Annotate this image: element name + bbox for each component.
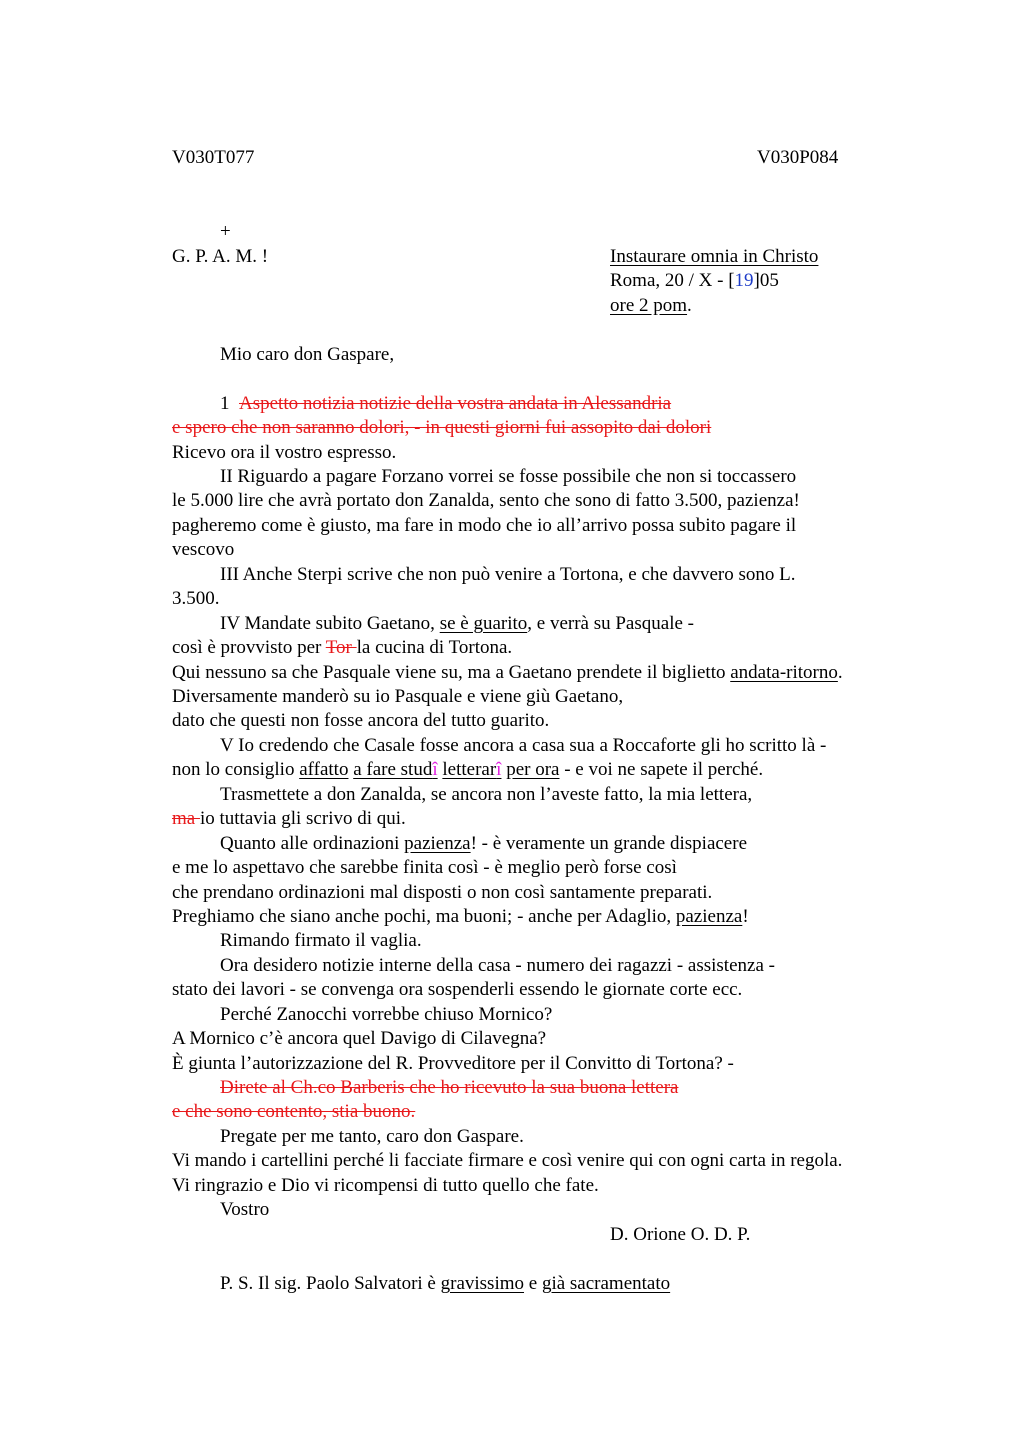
paragraph-10-line-1: Perché Zanocchi vorrebbe chiuso Mornico?: [220, 1004, 553, 1025]
paragraph-7-line-4: Preghiamo che siano anche pochi, ma buoni; - anche per Adaglio, pazienza!: [172, 906, 749, 927]
paragraph-6-line-1: Trasmettete a don Zanalda, se ancora non l’aveste fatto, la mia lettera,: [220, 784, 753, 805]
postscript: P. S. Il sig. Paolo Salvatori è gravissimo e già sacramentato: [220, 1273, 671, 1294]
paragraph-9-line-2: stato dei lavori - se convenga ora sospenderli essendo le giornate corte ecc.: [172, 979, 743, 1000]
paragraph-4-line-4: Diversamente manderò su io Pasquale e viene giù Gaetano,: [172, 686, 624, 707]
deleted-text: ma: [172, 808, 200, 829]
paragraph-2-line-2: le 5.000 lire che avrà portato don Zanalda, sento che sono di fatto 3.500, pazienza!: [172, 490, 800, 511]
paragraph-9-line-1: Ora desidero notizie interne della casa - numero dei ragazzi - assistenza -: [220, 955, 775, 976]
paragraph-12-line-3: Vi ringrazio e Dio vi ricompensi di tutto quello che fate.: [172, 1175, 599, 1196]
paragraph-12-line-1: Pregate per me tanto, caro don Gaspare.: [220, 1126, 524, 1147]
paragraph-3-line-2: 3.500.: [172, 588, 220, 609]
deleted-text: Aspetto notizia notizie della vostra andata in Alessandria: [239, 393, 672, 414]
paragraph-8: Rimando firmato il vaglia.: [220, 930, 422, 951]
paragraph-12-line-2: Vi mando i cartellini perché li facciate firmare e così venire qui con ogni carta in regola.: [172, 1150, 843, 1171]
greeting: Mio caro don Gaspare,: [220, 344, 395, 365]
date-line: Roma, 20 / X - [19]05: [610, 270, 779, 291]
paragraph-4-line-5: dato che questi non fosse ancora del tutto guarito.: [172, 710, 550, 731]
signature: D. Orione O. D. P.: [610, 1224, 751, 1245]
paragraph-10-line-3: È giunta l’autorizzazione del R. Provveditore per il Convitto di Tortona? -: [172, 1053, 734, 1074]
paragraph-7-line-2: e me lo aspettavo che sarebbe finita così - è meglio però forse così: [172, 857, 677, 878]
editorial-year: 19: [734, 270, 754, 291]
paragraph-4-line-3: Qui nessuno sa che Pasquale viene su, ma a Gaetano prendete il biglietto andata-ritorno.: [172, 662, 843, 683]
archive-code-right: V030P084: [757, 147, 839, 168]
deleted-text: Tor: [325, 637, 357, 658]
paragraph-5-line-2: non lo consiglio affatto a fare studî letterarî per ora - e voi ne sapete il perché.: [172, 759, 764, 780]
paragraph-2-line-1: II Riguardo a pagare Forzano vorrei se fosse possibile che non si toccassero: [220, 466, 797, 487]
paragraph-11-line-1: Direte al Ch.co Barberis che ho ricevuto la sua buona lettera: [220, 1077, 679, 1098]
invocation: G. P. A. M. !: [172, 246, 269, 267]
paragraph-10-line-2: A Mornico c’è ancora quel Davigo di Cilavegna?: [172, 1028, 547, 1049]
paragraph-1-line-2: e spero che non saranno dolori, - in questi giorni fui assopito dai dolori: [172, 417, 712, 438]
time-line: ore 2 pom.: [610, 295, 692, 316]
paragraph-3-line-1: III Anche Sterpi scrive che non può venire a Tortona, e che davvero sono L.: [220, 564, 796, 585]
archive-code-left: V030T077: [172, 147, 255, 168]
paragraph-5-line-1: V Io credendo che Casale fosse ancora a casa sua a Roccaforte gli ho scritto là -: [220, 735, 827, 756]
cross-mark: +: [220, 221, 231, 242]
paragraph-4-line-1: IV Mandate subito Gaetano, se è guarito, e verrà su Pasquale -: [220, 613, 694, 634]
paragraph-2-line-4: vescovo: [172, 539, 235, 560]
paragraph-11-line-2: e che sono contento, stia buono.: [172, 1101, 416, 1122]
paragraph-1-line-1: 1 Aspetto notizia notizie della vostra andata in Alessandria: [220, 393, 672, 414]
paragraph-6-line-2: ma io tuttavia gli scrivo di qui.: [172, 808, 406, 829]
ricevo-line: Ricevo ora il vostro espresso.: [172, 442, 397, 463]
paragraph-7-line-3: che prendano ordinazioni mal disposti o non così santamente preparati.: [172, 882, 713, 903]
closing: Vostro: [220, 1199, 270, 1220]
paragraph-2-line-3: pagheremo come è giusto, ma fare in modo che io all’arrivo possa subito pagare il: [172, 515, 797, 536]
paragraph-4-line-2: così è provvisto per Tor la cucina di Tortona.: [172, 637, 513, 658]
motto: Instaurare omnia in Christo: [610, 246, 819, 267]
paragraph-7-line-1: Quanto alle ordinazioni pazienza! - è veramente un grande dispiacere: [220, 833, 748, 854]
